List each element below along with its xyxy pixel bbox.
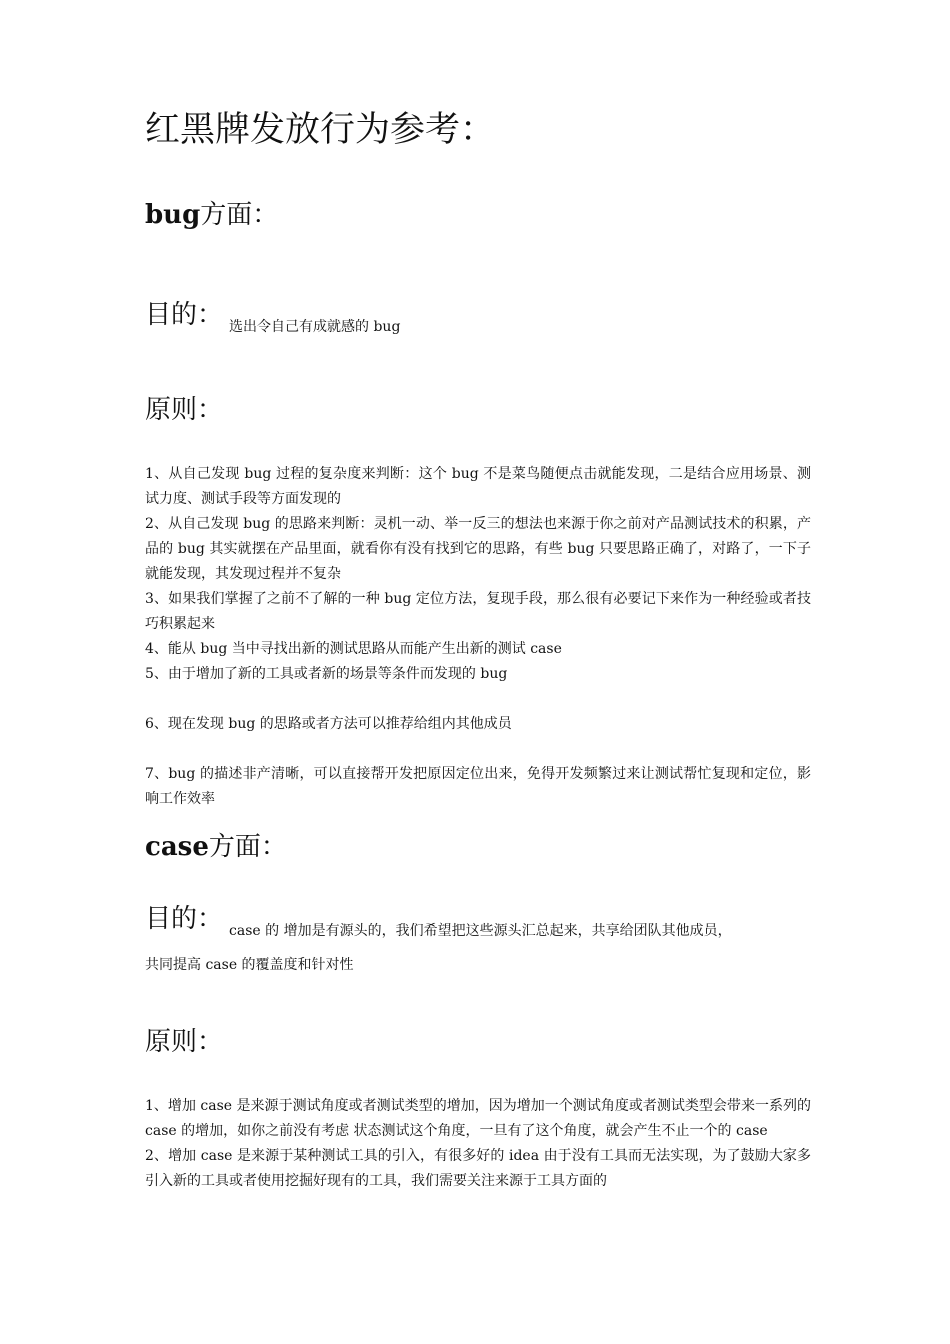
case-heading-en: case: [145, 832, 209, 862]
bug-purpose-text: 选出令自己有成就感的 bug: [229, 319, 401, 335]
bug-principles-list: [145, 462, 811, 812]
case-purpose-label: 目的：: [145, 904, 224, 934]
case-principle-item: 2、增加 case 是来源于某种测试工具的引入，有很多好的 idea 由于没有工具而无法实现，为了鼓励大家多引入新的工具或者使用挖掘好现有的工具，我们需要关注来源于工具方面的: [145, 1148, 811, 1189]
case-section-heading: [145, 830, 287, 864]
bug-principle-item: 4、能从 bug 当中寻找出新的测试思路从而能产生出新的测试 case: [145, 641, 562, 657]
bug-principle-item: 2、从自己发现 bug 的思路来判断：灵机一动、举一反三的想法也来源于你之前对产品测试技术的积累，产品的 bug 其实就摆在产品里面，就看你有没有找到它的思路，有些 bug 只要思路正确了，对路了，一下子就能发现，其发现过程并不复杂: [145, 516, 811, 582]
case-principles-list: [145, 1094, 811, 1194]
case-principle-label: 原则：: [145, 1027, 224, 1057]
case-purpose-text-line1: case 的 增加是有源头的，我们希望把这些源头汇总起来，共享给团队其他成员，: [229, 923, 732, 939]
case-purpose: [145, 902, 732, 941]
bug-principle-item: 5、由于增加了新的工具或者新的场景等条件而发现的 bug: [145, 666, 508, 682]
bug-section-heading: [145, 198, 278, 232]
bug-heading-zh: 方面：: [200, 200, 279, 230]
bug-principle-item: 6、现在发现 bug 的思路或者方法可以推荐给组内其他成员: [145, 716, 512, 732]
case-heading-zh: 方面：: [208, 832, 287, 862]
bug-purpose-label: 目的：: [145, 300, 224, 330]
bug-principle-item: 1、从自己发现 bug 过程的复杂度来判断：这个 bug 不是菜鸟随便点击就能发现，二是结合应用场景、测试力度、测试手段等方面发现的: [145, 466, 811, 507]
bug-principle-label: 原则：: [145, 395, 224, 425]
bug-heading-en: bug: [145, 200, 201, 230]
bug-purpose: [145, 298, 400, 337]
document-title: 红黑牌发放行为参考：: [145, 110, 496, 150]
case-principle-item: 1、增加 case 是来源于测试角度或者测试类型的增加，因为增加一个测试角度或者测试类型会带来一系列的 case 的增加，如你之前没有考虑 状态测试这个角度，一旦有了这个角度，就会产生不止一个的 case: [145, 1098, 811, 1139]
bug-principle-item: 7、bug 的描述非产清晰，可以直接帮开发把原因定位出来，免得开发频繁过来让测试帮忙复现和定位，影响工作效率: [145, 766, 811, 807]
bug-principle-item: 3、如果我们掌握了之前不了解的一种 bug 定位方法，复现手段，那么很有必要记下来作为一种经验或者技巧积累起来: [145, 591, 811, 632]
case-purpose-text-line2: 共同提高 case 的覆盖度和针对性: [145, 957, 354, 973]
